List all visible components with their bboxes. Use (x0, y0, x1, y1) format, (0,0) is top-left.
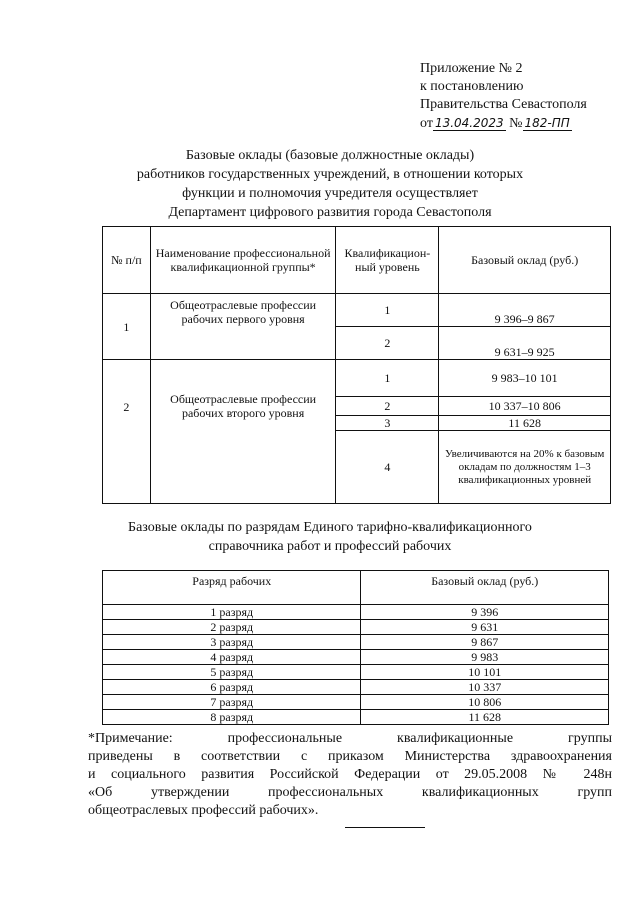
footnote (88, 730, 612, 820)
header-rank: Разряд рабочих (103, 571, 361, 605)
table-row (103, 635, 609, 650)
group-name: Общеотраслевые профессии рабочих первого уровня (150, 294, 336, 360)
title2-line1: Базовые оклады по разрядам Единого тарифно-квалификационного (128, 520, 532, 535)
title1-line3: функции и полномочия учредителя осуществляет (182, 186, 478, 201)
rank-salary-cell: 9 983 (361, 650, 609, 665)
table-row (103, 620, 609, 635)
group-name: Общеотраслевые профессии рабочих второго уровня (150, 360, 336, 504)
level-cell: 2 (336, 397, 439, 416)
table-row (103, 294, 611, 327)
salary-cell: 9 983–10 101 (439, 360, 611, 397)
group-num: 1 (103, 294, 151, 360)
salary-cell: 11 628 (439, 416, 611, 431)
rank-cell: 3 разряд (103, 635, 361, 650)
header-level: Квалификацион-ный уровень (336, 227, 439, 294)
table-row (103, 650, 609, 665)
level-cell: 4 (336, 431, 439, 504)
rank-salary-cell: 9 631 (361, 620, 609, 635)
rank-salary-cell: 9 867 (361, 635, 609, 650)
closing-divider (345, 827, 425, 828)
table-row (103, 710, 609, 725)
handwritten-number: 182-ПП (524, 116, 570, 130)
level-cell: 3 (336, 416, 439, 431)
rank-cell: 4 разряд (103, 650, 361, 665)
appendix-title: Приложение № 2 (420, 61, 523, 76)
table-header-row (103, 227, 611, 294)
header-group: Наименование профессиональной квалификационной группы* (150, 227, 336, 294)
rank-cell: 5 разряд (103, 665, 361, 680)
salary-cell: 10 337–10 806 (439, 397, 611, 416)
header-num: № п/п (103, 227, 151, 294)
title1-line4: Департамент цифрового развития города Севастополя (168, 205, 492, 220)
rank-cell: 1 разряд (103, 605, 361, 620)
rank-cell: 8 разряд (103, 710, 361, 725)
rank-cell: 7 разряд (103, 695, 361, 710)
title1-line1: Базовые оклады (базовые должностные оклады) (185, 148, 475, 163)
group-num: 2 (103, 360, 151, 504)
rank-cell: 2 разряд (103, 620, 361, 635)
handwritten-date: 13.04.2023 (434, 116, 504, 130)
footnote-line: и социального развития Российской Федерации от 29.05.2008 № 248н (88, 767, 612, 782)
table-row (103, 605, 609, 620)
footnote-line: общеотраслевых профессий рабочих». (88, 803, 319, 818)
appendix-government: Правительства Севастополя (420, 97, 587, 112)
appendix-date-line (420, 114, 587, 133)
rank-salary-cell: 10 337 (361, 680, 609, 695)
level-cell: 1 (336, 294, 439, 327)
header-rank-salary: Базовый оклад (руб.) (361, 571, 609, 605)
level-cell: 1 (336, 360, 439, 397)
table-row (103, 665, 609, 680)
table-header-row (103, 571, 609, 605)
salary-cell: 9 396–9 867 (439, 294, 611, 327)
appendix-header (420, 60, 587, 133)
title1-line2: работников государственных учреждений, в отношении которых (136, 167, 524, 182)
table-row (103, 360, 611, 397)
level-cell: 2 (336, 327, 439, 360)
section-title-2 (60, 518, 600, 556)
title2-line2: справочника работ и профессий рабочих (208, 539, 452, 554)
footnote-line: «Об утверждении профессиональных квалификационных групп (88, 785, 612, 800)
footnote-line: приведены в соответствии с приказом Министерства здравоохранения (88, 749, 612, 764)
rank-salary-cell: 9 396 (361, 605, 609, 620)
rank-salary-cell: 11 628 (361, 710, 609, 725)
number-prefix: № (509, 116, 523, 131)
from-prefix: от (420, 116, 433, 131)
appendix-resolution: к постановлению (420, 79, 524, 94)
rank-salary-cell: 10 806 (361, 695, 609, 710)
salary-cell: 9 631–9 925 (439, 327, 611, 360)
rank-cell: 6 разряд (103, 680, 361, 695)
table-row (103, 695, 609, 710)
section-title-1 (60, 146, 600, 222)
footnote-line: *Примечание: профессиональные квалификационные группы (88, 731, 612, 746)
rank-salary-cell: 10 101 (361, 665, 609, 680)
header-salary: Базовый оклад (руб.) (439, 227, 611, 294)
salary-table-ranks (102, 570, 609, 725)
salary-table-groups (102, 226, 611, 504)
salary-cell: Увеличиваются на 20% к базовым окладам по должностям 1–3 квалификационных уровней (439, 431, 611, 504)
table-row (103, 680, 609, 695)
